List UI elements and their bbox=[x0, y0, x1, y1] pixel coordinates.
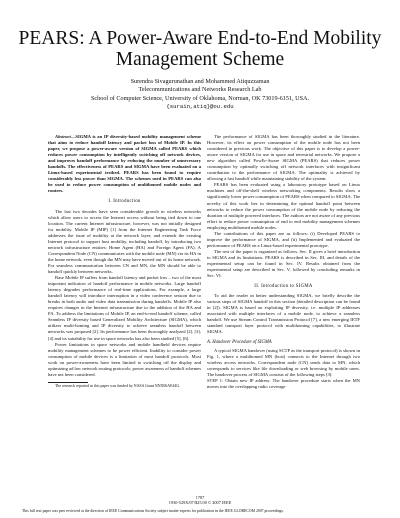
affiliation: School of Computer Science, University of Oklahoma, Norman, OK 73019-6151, USA. bbox=[90, 94, 310, 102]
page-code: 1787 bbox=[195, 495, 205, 500]
paragraph: The contributions of this paper are as follows: (i) Developed PEARS to improve the performance of SIGMA, and (ii) Implemented and evaluated the performance of PEARS on a Linux-based experimental prototype. bbox=[207, 230, 360, 248]
abstract-text: —SIGMA is an IP diversity-based mobility management scheme that aims to reduce handoff latency and packet loss of Mobile IP. In this paper, we propose a power-aware version of SIGMA called PEARS which reduces power consumption by intelligently switching off network devices, and improves handoff performance by reducing the number of unnecessary handoffs. The effectiveness of PEARS and SIGMA have been evaluated on a Linux-based experimental testbed. PEARS has been found to require considerably less power than SIGMA. The schemes used in PEARS can also be used to reduce power consumption of multihomed mobile nodes and routers. bbox=[48, 134, 201, 194]
paragraph: A typical SIGMA handover (using SCTP as the transport protocol) is shown in Fig. 1, where a multihomed MN (host) connects to the Internet through two wireless access networks. Correspondent node (CN) sends data to MN, which corresponds to services like file downloading or web browsing by mobile users. The handover process of SIGMA consists of the following steps [3]: bbox=[207, 347, 360, 377]
paragraph: Base Mobile IP suffers from handoff latency and packet loss – two of the most important indicators of handoff performance in mobile networks. Large handoff latency degrades performance of real-time applications. For example, a large handoff latency will introduce interruption in a video conference session due to breaks in both audio and video data transmission during handoffs. Mobile IP also requires changes in the Internet infrastructure due to the addition of the HA and FA. To address the limitations of Mobile IP, an end-to-end handoff scheme, called Seamless IP diversity based Generalized Mobility Architecture (SIGMA), which utilizes multi-homing and IP diversity to achieve seamless handoff between networks was proposed [2]. Its performance has been thoroughly analyzed [2], [3], [4] and its suitability for use in space networks has also been studied [5], [6]. bbox=[48, 275, 201, 341]
right-column bbox=[207, 134, 360, 390]
title-line-2: Management Scheme bbox=[115, 49, 285, 70]
funding-footnote: The research reported in this paper was funded by NASA Grant NNX06AE44G. bbox=[55, 384, 181, 389]
subsection-heading-handover: A. Handover Procedure of SIGMA bbox=[207, 339, 272, 345]
author-email: {surain,atiq}@ou.edu bbox=[166, 103, 234, 111]
section-heading-introduction: I. Introduction bbox=[108, 199, 141, 205]
paragraph: The rest of the paper is organized as follows. Sec. II gives a brief introduction to SIGMA and its limitations. PEARS is described in Sec. III, and details of the experimental setup can be found in Sec. IV. Results obtained from the experimental setup are described in Sec. V, followed by concluding remarks in Sec. VI. bbox=[207, 248, 360, 279]
author-names: Surendra Sivagurunathan and Mohammed Atiquzzaman bbox=[130, 78, 270, 85]
author-block bbox=[0, 78, 400, 112]
lab-name: Telecommunications and Networks Research Lab bbox=[138, 86, 262, 94]
abstract-label: Abstract bbox=[55, 134, 71, 139]
title-line-1: PEARS: A Power-Aware End-to-End Mobility bbox=[18, 28, 382, 49]
paragraph: PEARS has been evaluated using a laboratory prototype based on Linux machines and off-the-shelf wireless networking components. Results show a significantly lower power consumption of PEARS when compared to SIGMA. The novelty of this work lies in determining the optimal handoff point between networks to reduce the power consumption of the mobile node by reducing the duration of multiple powered interfaces. The authors are not aware of any previous effort to reduce power consumption of end to end mobility management schemes employing multihomed mobile nodes. bbox=[207, 182, 360, 230]
paper-title bbox=[0, 28, 400, 70]
paragraph: To aid the reader in better understanding SIGMA, we briefly describe the various steps of SIGMA handoff in this section (detailed description can be found in [2]). SIGMA is based on exploiting IP diversity, i.e. multiple IP addresses associated with multiple interfaces of a mobile node, to achieve a seamless handoff. We use Stream Control Transmission Protocol [7], a new emerging IETF standard transport layer protocol with multihoming capabilities, to illustrate SIGMA. bbox=[207, 293, 360, 335]
paragraph: The last two decades have seen considerable growth in wireless networks which allow users to access the Internet access without being tied down to one location. The current Internet infrastructure, however, was not initially designed for mobility. Mobile IP (MIP) [1] from the Internet Engineering Task Force addresses the issue of mobility at the network layer, and extends the existing Internet protocol to support host mobility, including handoff, by introducing two network infrastructure entities: Home Agent (HA) and Foreign Agent (FA). A Correspondent Node (CN) communicates with the mobile node (MN) via its HA in the home network, even though the MN may have moved out of its home network. For seamless communication between CN and MN, the MN should be able to handoff quickly between networks. bbox=[48, 208, 201, 274]
abstract bbox=[48, 134, 201, 194]
peer-review-notice: This full text paper was peer reviewed at the direction of IEEE Communications Society subject matter experts for publication in the IEEE GLOBECOM 2007 proceedings. bbox=[22, 509, 284, 513]
section-heading-sigma: II. Introduction to SIGMA bbox=[254, 284, 313, 290]
isbn-line: 1930-529X/07/$25.00 © 2007 IEEE bbox=[168, 500, 232, 505]
paragraph: Power limitations in space networks and mobile handheld devices require mobility management schemes to be power efficient. Inability to consider power consumption of mobile devices is a limitation of most handoff protocols. Most work on power-awareness have been limited to switching off the display and optimizing ad hoc network routing protocols; power awareness of handoff schemes have not been considered. bbox=[48, 341, 202, 377]
left-column bbox=[48, 134, 201, 389]
step-1: STEP 1: Obtain new IP address: The handover procedure starts when the MN moves into the overlapping radio coverage bbox=[207, 377, 360, 389]
paragraph: The performance of SIGMA has been thoroughly studied in the literature. However, its effect on power consumption of the mobile node has not been considered in previous work. The objective of this paper is to develop a power-aware version of SIGMA for use in space and terrestrial networks. We propose a new algorithm called PowEr-Aware SIGMA (PEARS) that reduces power consumption by optimally switching off network interfaces with insignificant contribution to the performance of SIGMA. The optimality is achieved by allowing a fast handoff while maintaining stability of the system. bbox=[207, 134, 360, 182]
footnote-rule bbox=[48, 382, 88, 383]
